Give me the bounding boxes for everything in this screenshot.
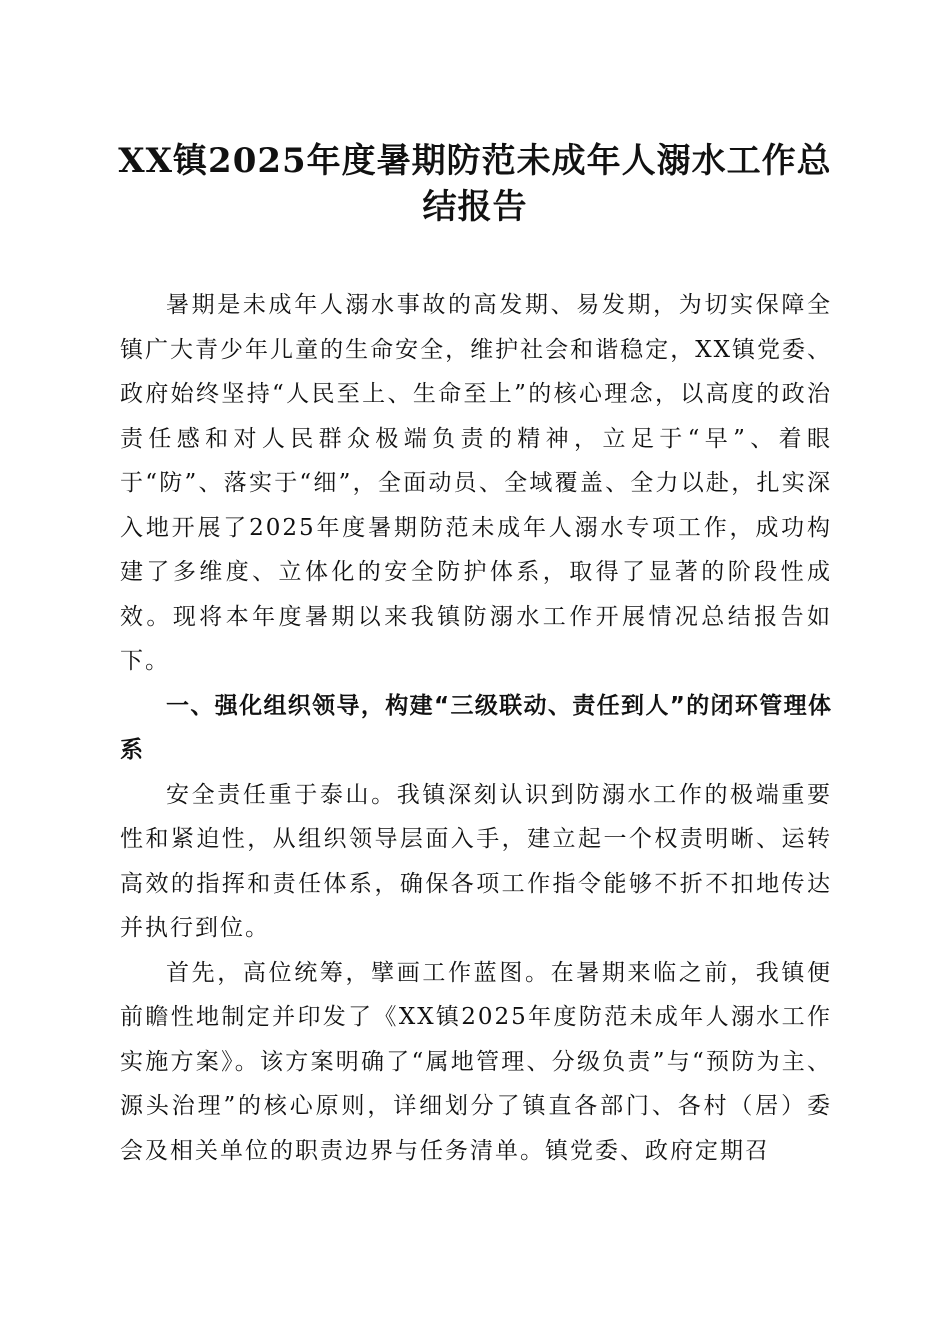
document-title: XX镇2025年度暑期防范未成年人溺水工作总结报告 <box>118 141 832 227</box>
document-body <box>120 283 832 1173</box>
intro-paragraph: 暑期是未成年人溺水事故的高发期、易发期，为切实保障全镇广大青少年儿童的生命安全，维护社会和谐稳定，XX镇党委、政府始终坚持“人民至上、生命至上”的核心理念，以高度的政治责任感和对人民群众极端负责的精神，立足于“早”、着眼于“防”、落实于“细”，全面动员、全域覆盖、全力以赴，扎实深入地开展了2025年度暑期防范未成年人溺水专项工作，成功构建了多维度、立体化的安全防护体系，取得了显著的阶段性成效。现将本年度暑期以来我镇防溺水工作开展情况总结报告如下。 <box>120 292 832 674</box>
section-1-paragraph-1: 安全责任重于泰山。我镇深刻认识到防溺水工作的极端重要性和紧迫性，从组织领导层面入手，建立起一个权责明晰、运转高效的指挥和责任体系，确保各项工作指令能够不折不扣地传达并执行到位。 <box>120 781 832 941</box>
section-1-paragraph-2: 首先，高位统筹，擘画工作蓝图。在暑期来临之前，我镇便前瞻性地制定并印发了《XX镇2025年度防范未成年人溺水工作实施方案》。该方案明确了“属地管理、分级负责”与“预防为主、源头治理”的核心原则，详细划分了镇直各部门、各村（居）委会及相关单位的职责边界与任务清单。镇党委、政府定期召 <box>120 959 832 1164</box>
section-1-heading: 一、强化组织领导，构建“三级联动、责任到人”的闭环管理体系 <box>120 692 832 763</box>
